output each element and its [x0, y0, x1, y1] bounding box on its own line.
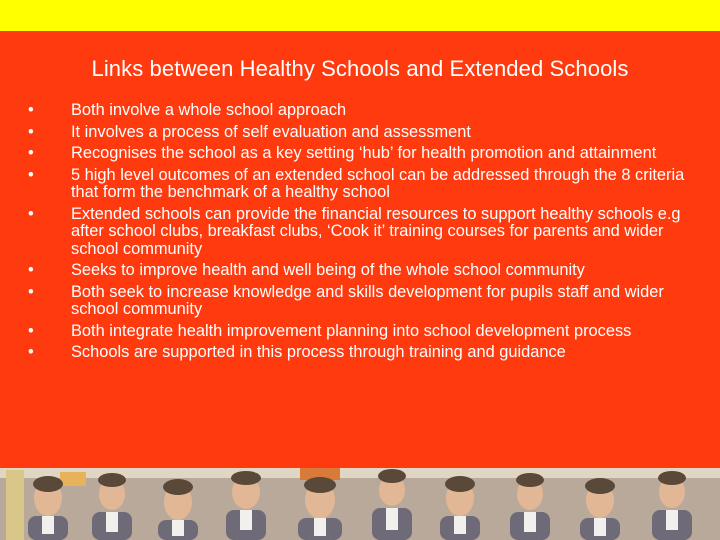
bullet-dot-icon: •	[28, 261, 34, 279]
bullet-item	[28, 145, 712, 163]
slide-title: Links between Healthy Schools and Extended Schools	[91, 56, 629, 81]
bullet-dot-icon: •	[28, 144, 34, 162]
bullet-text: Both seek to increase knowledge and skills development for pupils staff and wider school community	[71, 282, 664, 318]
top-yellow-band	[0, 0, 720, 31]
bullet-dot-icon: •	[28, 165, 34, 184]
students-photo-strip	[0, 468, 720, 540]
bullet-item	[28, 323, 712, 341]
bullet-text: 5 high level outcomes of an extended school can be addressed through the 8 criteria that form the benchmark of a healthy school	[71, 165, 685, 201]
bullet-text: Extended schools can provide the financial resources to support healthy schools e.g after school clubs, breakfast clubs, ‘Cook it’ training courses for parents and wider school community	[71, 204, 681, 258]
bullet-dot-icon: •	[28, 204, 34, 223]
bullet-text: Recognises the school as a key setting ‘hub’ for health promotion and attainment	[71, 144, 657, 162]
bullet-item	[28, 206, 712, 259]
bullet-item	[28, 102, 712, 120]
bullet-item	[28, 284, 712, 319]
bullet-list	[28, 102, 712, 366]
bullet-item	[28, 167, 712, 202]
students-photo-illustration	[0, 468, 720, 540]
bullet-item	[28, 262, 712, 280]
bullet-text: Both involve a whole school approach	[71, 101, 347, 119]
bullet-text: Both integrate health improvement planning into school development process	[71, 321, 632, 340]
bullet-item	[28, 344, 712, 362]
bullet-text: Schools are supported in this process through training and guidance	[71, 343, 566, 361]
bullet-dot-icon: •	[28, 122, 34, 141]
bullet-dot-icon: •	[28, 282, 34, 301]
bullet-text: It involves a process of self evaluation and assessment	[71, 122, 471, 141]
bullet-text: Seeks to improve health and well being of the whole school community	[71, 261, 585, 279]
bullet-dot-icon: •	[28, 343, 34, 361]
bullet-dot-icon: •	[28, 321, 34, 340]
bullet-item	[28, 124, 712, 142]
bullet-dot-icon: •	[28, 101, 34, 119]
